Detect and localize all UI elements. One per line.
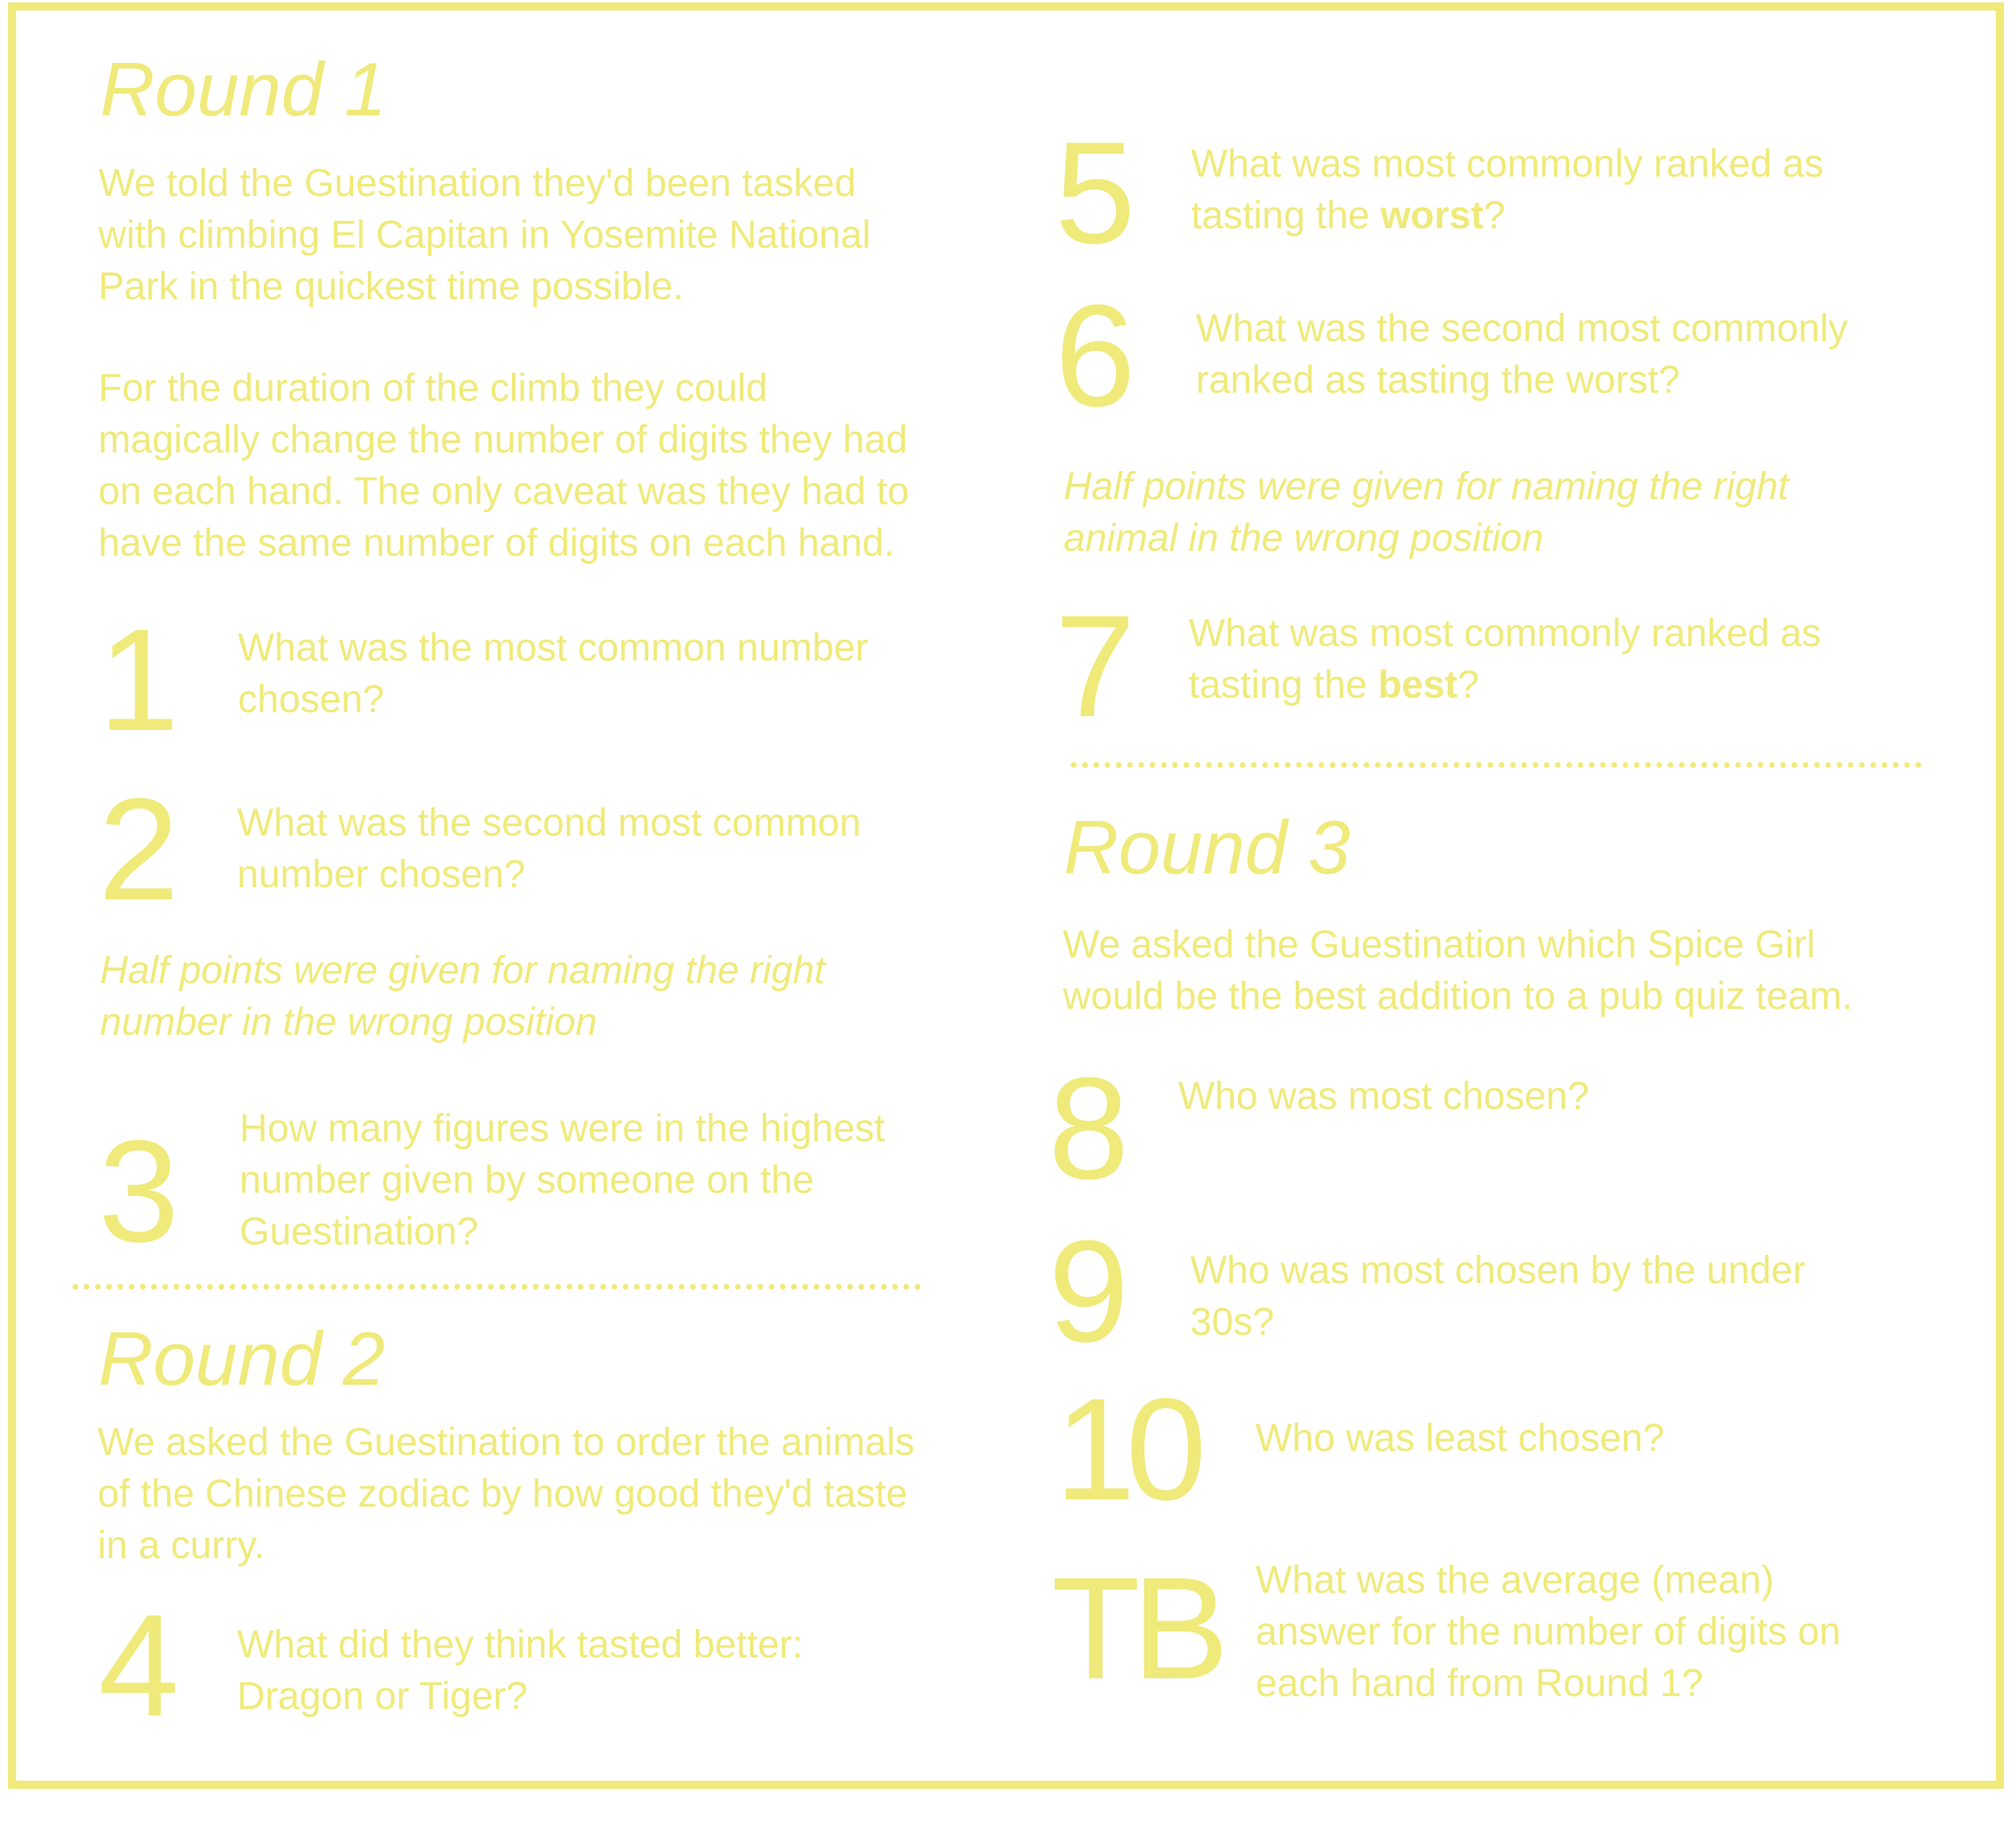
question-5-text-end: ? — [1483, 194, 1506, 237]
question-3-text: How many figures were in the highest number given by someone on the Guestination? — [240, 1107, 885, 1253]
round-1-intro-1: We told the Guestination they'd been tasked with climbing El Capitan in Yosemite National Park in the quickest time possible. — [98, 162, 871, 308]
question-1-number: 1 — [98, 599, 180, 761]
question-4-number: 4 — [98, 1585, 180, 1747]
round-1-half-points-note: Half points were given for naming the right number in the wrong position — [100, 949, 826, 1044]
question-9-text: Who was most chosen by the under 30s? — [1190, 1249, 1806, 1344]
round-divider-1 — [73, 1284, 921, 1290]
question-2-number: 2 — [98, 769, 180, 931]
question-7-number: 7 — [1055, 586, 1136, 748]
question-5-text — [1191, 139, 1917, 242]
tiebreaker-text: What was the average (mean) answer for the number of digits on each hand from Round 1? — [1256, 1559, 1841, 1705]
question-7-text — [1189, 608, 1914, 711]
round-1-title: Round 1 — [100, 47, 387, 131]
round-divider-2 — [1071, 762, 1922, 768]
question-5-number: 5 — [1055, 112, 1136, 274]
question-8-number: 8 — [1048, 1048, 1130, 1210]
question-1-text: What was the most common number chosen? — [238, 627, 868, 721]
question-8-text: Who was most chosen? — [1178, 1075, 1589, 1118]
question-10-number: 10 — [1055, 1369, 1198, 1531]
round-3-title: Round 3 — [1064, 805, 1351, 890]
round-1-intro-2: For the duration of the climb they could magically change the number of digits they had on each hand. The only caveat was they had to have the same number of digits on each hand. — [98, 367, 910, 565]
question-7-emphasis: best — [1377, 664, 1458, 706]
question-9-number: 9 — [1048, 1211, 1130, 1373]
question-4-text: What did they think tasted better: Dragon or Tiger? — [237, 1623, 803, 1718]
question-6-number: 6 — [1055, 275, 1136, 437]
question-7-text-start: What was most commonly ranked as tasting the — [1189, 612, 1822, 706]
question-2-text: What was the second most common number chosen? — [237, 802, 861, 896]
question-6-text: What was the second most commonly ranked as tasting the worst? — [1196, 307, 1848, 402]
tiebreaker-label: TB — [1052, 1548, 1222, 1710]
question-10-text: Who was least chosen? — [1256, 1417, 1664, 1460]
question-3-number: 3 — [98, 1111, 180, 1273]
round-2-title: Round 2 — [98, 1316, 385, 1401]
round-3-intro: We asked the Guestination which Spice Girl would be the best addition to a pub quiz team. — [1063, 923, 1853, 1018]
question-7-text-end: ? — [1457, 664, 1480, 706]
round-2-half-points-note: Half points were given for naming the right animal in the wrong position — [1064, 465, 1789, 560]
question-5-text-start: What was most commonly ranked as tasting the — [1191, 143, 1824, 237]
round-2-intro: We asked the Guestination to order the animals of the Chinese zodiac by how good they'd taste in a curry. — [98, 1421, 915, 1567]
question-5-emphasis: worst — [1380, 194, 1484, 237]
